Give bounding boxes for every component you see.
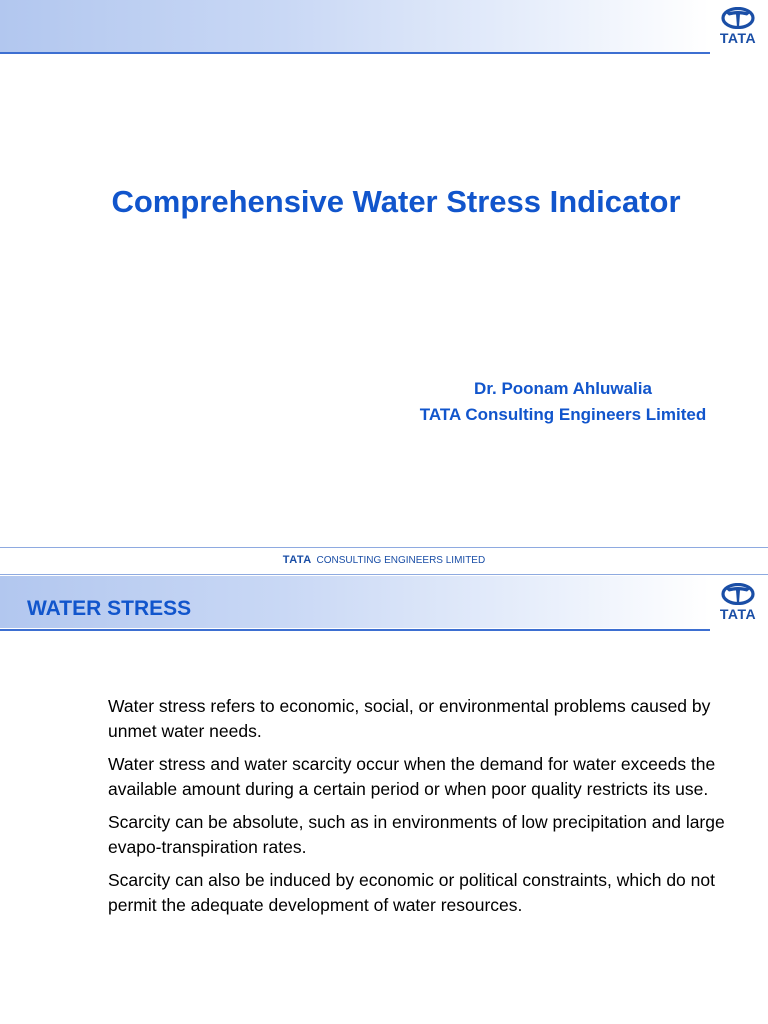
body-paragraph: Water stress and water scarcity occur when the demand for water exceeds the available amount during a certain period or when poor quality restricts its use. <box>108 754 716 799</box>
tata-logo-word: TATA <box>719 606 757 622</box>
footer-text: CONSULTING ENGINEERS LIMITED <box>316 555 486 566</box>
body-paragraph: Scarcity can be absolute, such as in environments of low precipitation and large evapo-transpiration rates. <box>108 812 725 857</box>
tata-emblem-icon <box>714 7 762 29</box>
header-rule <box>0 629 710 631</box>
header-rule <box>0 52 710 54</box>
water-stress-slide <box>0 576 768 1024</box>
tata-logo-word: TATA <box>719 30 757 46</box>
body-paragraph: Scarcity can also be induced by economic or political constraints, which do not permit the adequate development of water resources. <box>108 870 715 915</box>
slide-divider-2 <box>0 574 768 575</box>
author-block <box>400 376 726 428</box>
body-paragraph: Water stress refers to economic, social, or environmental problems caused by unmet water needs. <box>108 696 711 741</box>
tata-logo-icon <box>714 583 762 623</box>
header-band <box>0 0 710 52</box>
tata-emblem-icon <box>714 583 762 605</box>
slide-footer <box>0 554 768 566</box>
footer-brand: TATA <box>282 554 312 566</box>
tata-logo-icon <box>714 7 762 47</box>
author-organization: TATA Consulting Engineers Limited <box>419 405 707 424</box>
presentation-title: Comprehensive Water Stress Indicator <box>111 184 681 219</box>
slide-title: WATER STRESS <box>27 597 192 620</box>
body-text <box>108 694 728 926</box>
slide-divider <box>0 547 768 548</box>
author-name: Dr. Poonam Ahluwalia <box>474 379 652 398</box>
